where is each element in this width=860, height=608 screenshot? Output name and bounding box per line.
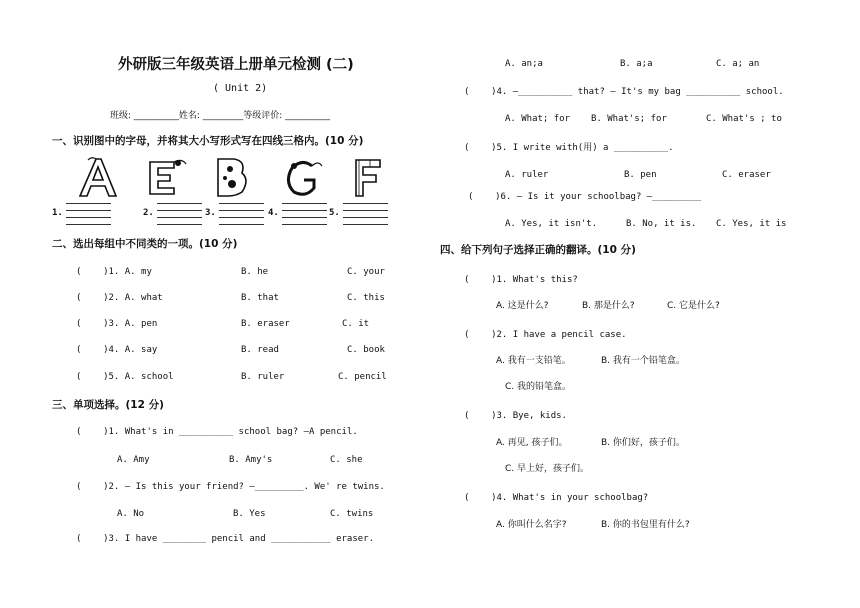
grid-number-1: 1. <box>52 208 63 218</box>
s3-q5-b: B. pen <box>624 170 657 180</box>
s3-q3: ( )3. I have ________ pencil and ___________ eraser. <box>76 534 375 544</box>
s3-q2-a: A. No <box>117 509 145 519</box>
s4-q2-b: B. 我有一个铅笔盒。 <box>601 356 685 366</box>
s4-q1-b: B. 那是什么? <box>582 301 635 311</box>
s2-q4-c: C. book <box>347 345 385 355</box>
s2-q4-b: B. read <box>241 345 279 355</box>
four-line-grid-1[interactable] <box>66 203 111 231</box>
four-line-grid-3[interactable] <box>219 203 264 231</box>
s2-q3-b: B. eraser <box>241 319 290 329</box>
s3-q2: ( )2. — Is this your friend? —_________. We' re twins. <box>76 482 385 492</box>
section1-heading: 一、识别图中的字母，并将其大小写形式写在四线三格内。(10 分) <box>52 135 364 147</box>
s4-q1-c: C. 它是什么? <box>667 301 720 311</box>
s2-q5-c: C. pencil <box>338 372 387 382</box>
s4-q2-a: A. 我有一支铅笔。 <box>496 356 571 366</box>
s3-q3-a: A. an;a <box>505 59 543 69</box>
grid-number-5: 5. <box>329 208 340 218</box>
s4-q1: ( )1. What's this? <box>464 275 578 285</box>
s2-q3: ( )3. A. pen <box>76 319 158 329</box>
s4-q3-c: C. 早上好，孩子们。 <box>505 464 590 474</box>
s2-q2-c: C. this <box>347 293 385 303</box>
s2-q5: ( )5. A. school <box>76 372 174 382</box>
letter-a-picture <box>76 156 120 198</box>
s3-q4-a: A. What; for <box>505 114 571 124</box>
s3-q1-a: A. Amy <box>117 455 150 465</box>
letter-b-picture <box>210 156 254 198</box>
grid-number-4: 4. <box>268 208 279 218</box>
s4-q3: ( )3. Bye, kids. <box>464 411 567 421</box>
s4-q4: ( )4. What's in your schoolbag? <box>464 493 649 503</box>
four-line-grid-2[interactable] <box>157 203 202 231</box>
s3-q6-a: A. Yes, it isn't. <box>505 219 598 229</box>
section2-heading: 二、选出每组中不同类的一项。(10 分) <box>52 238 238 250</box>
s4-q4-b: B. 你的书包里有什么? <box>601 520 690 530</box>
s3-q1-c: C. she <box>330 455 363 465</box>
four-line-grid-4[interactable] <box>282 203 327 231</box>
grid-number-3: 3. <box>205 208 216 218</box>
s2-q1: ( )1. A. my <box>76 267 152 277</box>
s4-q4-a: A. 你叫什么名字? <box>496 520 567 530</box>
letter-e-picture <box>144 156 188 198</box>
s2-q4: ( )4. A. say <box>76 345 158 355</box>
s3-q5-a: A. ruler <box>505 170 549 180</box>
s3-q2-c: C. twins <box>330 509 374 519</box>
s3-q1: ( )1. What's in __________ school bag? —A pencil. <box>76 427 358 437</box>
letter-g-picture <box>282 156 326 198</box>
letter-f-picture <box>346 156 390 198</box>
s3-q3-c: C. a; an <box>716 59 760 69</box>
s4-q2-c: C. 我的铅笔盒。 <box>505 382 572 392</box>
s3-q6-b: B. No, it is. <box>626 219 697 229</box>
s2-q1-b: B. he <box>241 267 269 277</box>
grid-number-2: 2. <box>143 208 154 218</box>
s3-q6: ( )6. — Is it your schoolbag? —_________ <box>468 192 701 202</box>
section3-heading: 三、单项选择。(12 分) <box>52 399 164 411</box>
unit-subtitle: ( Unit 2) <box>213 83 268 94</box>
s2-q2: ( )2. A. what <box>76 293 163 303</box>
s3-q6-c: C. Yes, it is <box>716 219 787 229</box>
s3-q4: ( )4. —__________ that? — It's my bag __________ school. <box>464 87 784 97</box>
s3-q1-b: B. Amy's <box>229 455 273 465</box>
s3-q4-c: C. What's ; to <box>706 114 782 124</box>
s3-q3-b: B. a;a <box>620 59 653 69</box>
student-info-line: 班级: __________姓名: _________等级评价: __________ <box>110 111 331 121</box>
s2-q3-c: C. it <box>342 319 370 329</box>
s3-q5-c: C. eraser <box>722 170 771 180</box>
s4-q3-a: A. 再见, 孩子们。 <box>496 438 568 448</box>
s3-q5: ( )5. I write with(用) a __________. <box>464 143 674 153</box>
s4-q1-a: A. 这是什么? <box>496 301 549 311</box>
s4-q3-b: B. 你们好，孩子们。 <box>601 438 685 448</box>
s4-q2: ( )2. I have a pencil case. <box>464 330 627 340</box>
page-title: 外研版三年级英语上册单元检测 (二) <box>118 57 354 73</box>
s3-q2-b: B. Yes <box>233 509 266 519</box>
section4-heading: 四、给下列句子选择正确的翻译。(10 分) <box>440 244 636 256</box>
four-line-grid-5[interactable] <box>343 203 388 231</box>
s3-q4-b: B. What's; for <box>591 114 667 124</box>
s2-q2-b: B. that <box>241 293 279 303</box>
s2-q5-b: B. ruler <box>241 372 285 382</box>
s2-q1-c: C. your <box>347 267 385 277</box>
